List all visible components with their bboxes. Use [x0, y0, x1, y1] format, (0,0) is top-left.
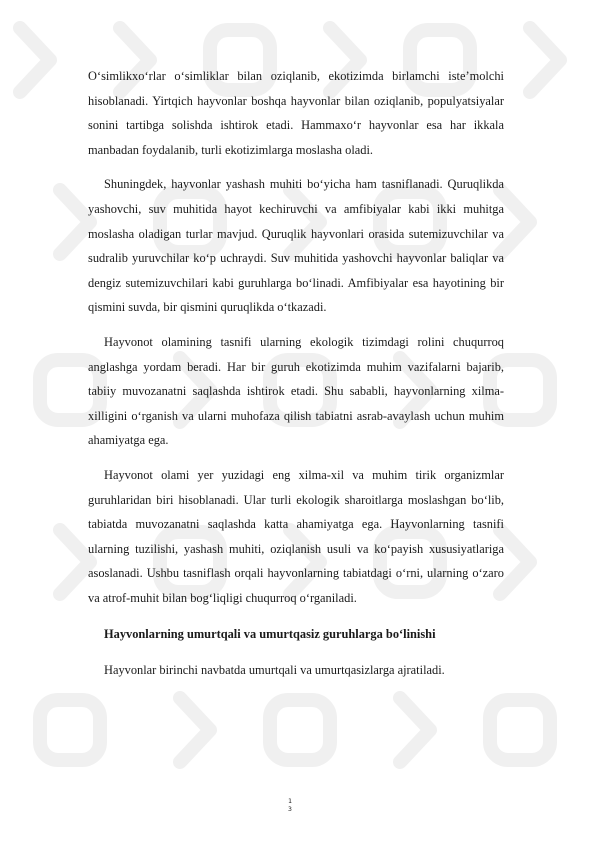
paragraph: Shuningdek, hayvonlar yashash muhiti bo‘yicha ham tasniflanadi. Quruqlikda yashovchi, suv muhitida hayot kechiruvchi va amfibiyalar kabi ikki muhitga moslasha oladigan turlar mavjud. Quruqlik hayvonlari orasida sutemizuvchilar va sudralib yuruvchilar ko‘p uchraydi. Suv muhitida yashovchi hayvonlar baliqlar va dengiz sutemizuvchilari kabi guruhlarga bo‘linadi. Amfibiyalar esa hayotining bir qismini suvda, bir qismini quruqlikda o‘tkazadi.	[88, 177, 504, 315]
paragraph: Hayvonlar birinchi navbatda umurtqali va umurtqasizlarga ajratiladi.	[104, 663, 445, 678]
document-body	[88, 64, 504, 683]
paragraph: Hayvonot olamining tasnifi ularning ekologik tizimdagi rolini chuqurroq anglashga yordam beradi. Har bir guruh ekotizimda muhim vazifalarni bajarib, tabiiy muvozanatni saqlashda ishtirok etadi. Shu sababli, hayvonlarning xilma-xilligini o‘rganish va ularni muhofaza qilish tabiatni asrab-avaylash uchun muhim ahamiyatga ega.	[88, 334, 504, 448]
page-number	[284, 797, 296, 813]
paragraph: Hayvonot olami yer yuzidagi eng xilma-xil va muhim tirik organizmlar guruhlaridan biri hisoblanadi. Ular turli ekologik sharoitlarga moslashgan bo‘lib, tabiatda muvozanatni saqlashda katta ahamiyatga ega. Hayvonlarning tasnifi ularning tuzilishi, yashash muhiti, oziqlanish usuli va ko‘payish xususiyatlariga asoslanadi. Ushbu tasniflash orqali hayvonlarning tabiatdagi o‘rni, ularning o‘zaro va atrof-muhit bilan bog‘liqligi chuqurroq o‘rganiladi.	[88, 467, 504, 605]
page-number-digit: 3	[288, 805, 292, 813]
page-number-digit: 1	[288, 797, 292, 805]
paragraph: O‘simlikxo‘rlar o‘simliklar bilan oziqlanib, ekotizimda birlamchi iste’molchi hisoblanadi. Yirtqich hayvonlar boshqa hayvonlar bilan oziqlanib, populyatsiyalar sonini tartibga solishda ishtirok etadi. Hammaxo‘r hayvonlar esa har ikkala manbadan foydalanib, turli ekotizimlarga moslasha oladi.	[88, 69, 504, 157]
section-heading: Hayvonlarning umurtqali va umurtqasiz guruhlarga bo‘linishi	[104, 627, 436, 642]
